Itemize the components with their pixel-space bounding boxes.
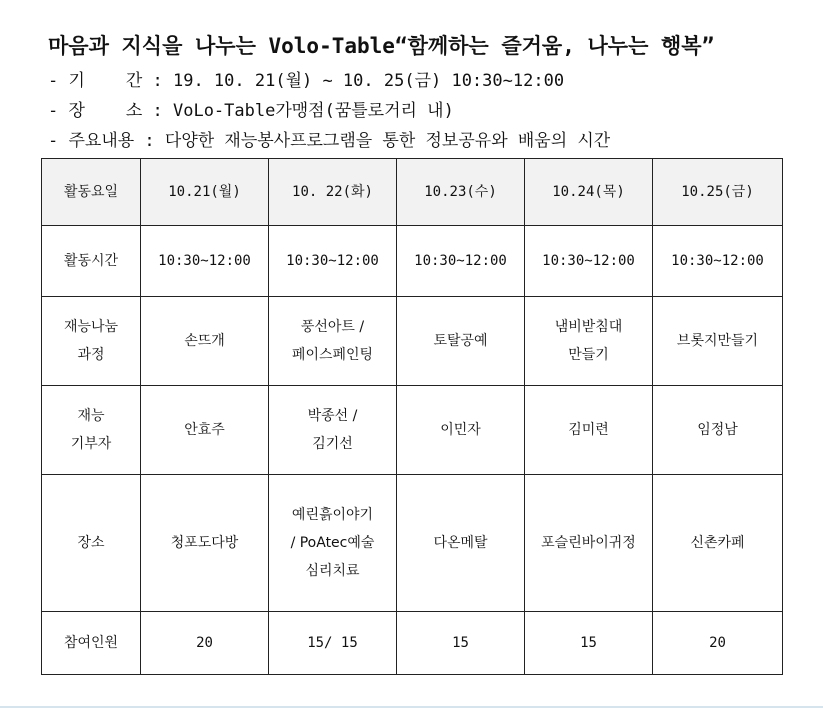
table-cell <box>141 386 269 475</box>
info-place-label: - 장 소 <box>48 101 143 121</box>
table-cell <box>397 386 525 475</box>
cell-line: 15 <box>580 635 597 651</box>
cell-line: 10:30~12:00 <box>286 253 379 269</box>
info-content-value: : 다양한 재능봉사프로그램을 통한 정보공유와 배움의 시간 <box>144 131 611 151</box>
page-title: 마음과 지식을 나누는 Volo-Table“함께하는 즐거움, 나누는 행복” <box>48 34 715 58</box>
cell-line: 만들기 <box>568 347 609 363</box>
table-cell <box>269 475 397 612</box>
table-cell <box>525 386 653 475</box>
header-cell: 10. 22(화) <box>269 159 397 226</box>
cell-line: 토탈공예 <box>433 333 488 349</box>
table-header-row <box>42 159 783 226</box>
info-period-label: - 기 간 <box>48 71 143 91</box>
header-cell: 10.23(수) <box>397 159 525 226</box>
table-row <box>42 475 783 612</box>
header-cell: 활동요일 <box>42 159 141 226</box>
header-cell: 10.25(금) <box>653 159 783 226</box>
table-cell <box>397 297 525 386</box>
cell-line: 풍선아트 / <box>300 319 365 335</box>
info-content-label: - 주요내용 <box>48 131 135 151</box>
table-cell <box>141 475 269 612</box>
table-cell <box>141 226 269 297</box>
cell-line: 박종선 / <box>307 408 358 424</box>
cell-line: 15 <box>452 635 469 651</box>
table-cell <box>653 386 783 475</box>
row-label-cell <box>42 612 141 675</box>
table-cell <box>397 226 525 297</box>
row-label-cell <box>42 226 141 297</box>
row-label-line: 참여인원 <box>63 635 119 651</box>
table-cell <box>397 612 525 675</box>
table-cell <box>653 226 783 297</box>
table-cell <box>525 475 653 612</box>
table-cell <box>653 297 783 386</box>
row-label-line: 재능나눔 <box>63 319 119 335</box>
table-cell <box>653 475 783 612</box>
cell-line: 포슬린바이귀정 <box>541 535 636 551</box>
cell-line: 20 <box>196 635 213 651</box>
info-content <box>48 126 610 151</box>
cell-line: 청포도다방 <box>170 535 239 551</box>
cell-line: 신촌카페 <box>690 535 745 551</box>
row-label-line: 과정 <box>77 347 105 363</box>
header-cell: 10.24(목) <box>525 159 653 226</box>
schedule-table <box>41 158 783 675</box>
row-label-cell <box>42 386 141 475</box>
cell-line: 이민자 <box>440 422 481 438</box>
info-period-value: : 19. 10. 21(월) ~ 10. 25(금) 10:30~12:00 <box>152 71 565 91</box>
table-cell <box>269 612 397 675</box>
table-row <box>42 386 783 475</box>
info-place-value: : VoLo-Table가맹점(꿈틀로거리 내) <box>152 101 454 121</box>
table-cell <box>141 297 269 386</box>
cell-line: 임정남 <box>697 422 738 438</box>
cell-line: 김미련 <box>568 422 609 438</box>
table-cell <box>653 612 783 675</box>
table-cell <box>397 475 525 612</box>
table-cell <box>525 226 653 297</box>
table-cell <box>525 612 653 675</box>
info-place <box>48 96 454 121</box>
table-cell <box>269 386 397 475</box>
cell-line: 10:30~12:00 <box>671 253 764 269</box>
cell-line: 손뜨개 <box>184 333 225 349</box>
table-cell <box>525 297 653 386</box>
cell-line: 20 <box>709 635 726 651</box>
cell-line: 안효주 <box>184 422 225 438</box>
cell-line: / PoAtec예술 <box>290 535 375 551</box>
info-period <box>48 66 564 91</box>
cell-line: 페이스페인팅 <box>291 347 374 363</box>
header-cell: 10.21(월) <box>141 159 269 226</box>
cell-line: 냄비받침대 <box>554 319 623 335</box>
row-label-line: 장소 <box>77 535 105 551</box>
cell-line: 10:30~12:00 <box>158 253 251 269</box>
cell-line: 10:30~12:00 <box>542 253 635 269</box>
table-cell <box>269 226 397 297</box>
cell-line: 10:30~12:00 <box>414 253 507 269</box>
table-cell <box>141 612 269 675</box>
row-label-cell <box>42 475 141 612</box>
cell-line: 다온메탈 <box>433 535 488 551</box>
bottom-divider <box>0 706 823 708</box>
table-cell <box>269 297 397 386</box>
row-label-line: 재능 <box>77 408 105 424</box>
cell-line: 예린흙이야기 <box>291 507 374 523</box>
table-row <box>42 226 783 297</box>
cell-line: 심리치료 <box>305 563 360 579</box>
row-label-line: 활동시간 <box>63 253 119 269</box>
row-label-line: 기부자 <box>70 436 112 452</box>
table-row <box>42 612 783 675</box>
cell-line: 15/ 15 <box>307 635 358 651</box>
cell-line: 김기선 <box>312 436 353 452</box>
row-label-cell <box>42 297 141 386</box>
table-row <box>42 297 783 386</box>
cell-line: 브롯지만들기 <box>676 333 759 349</box>
